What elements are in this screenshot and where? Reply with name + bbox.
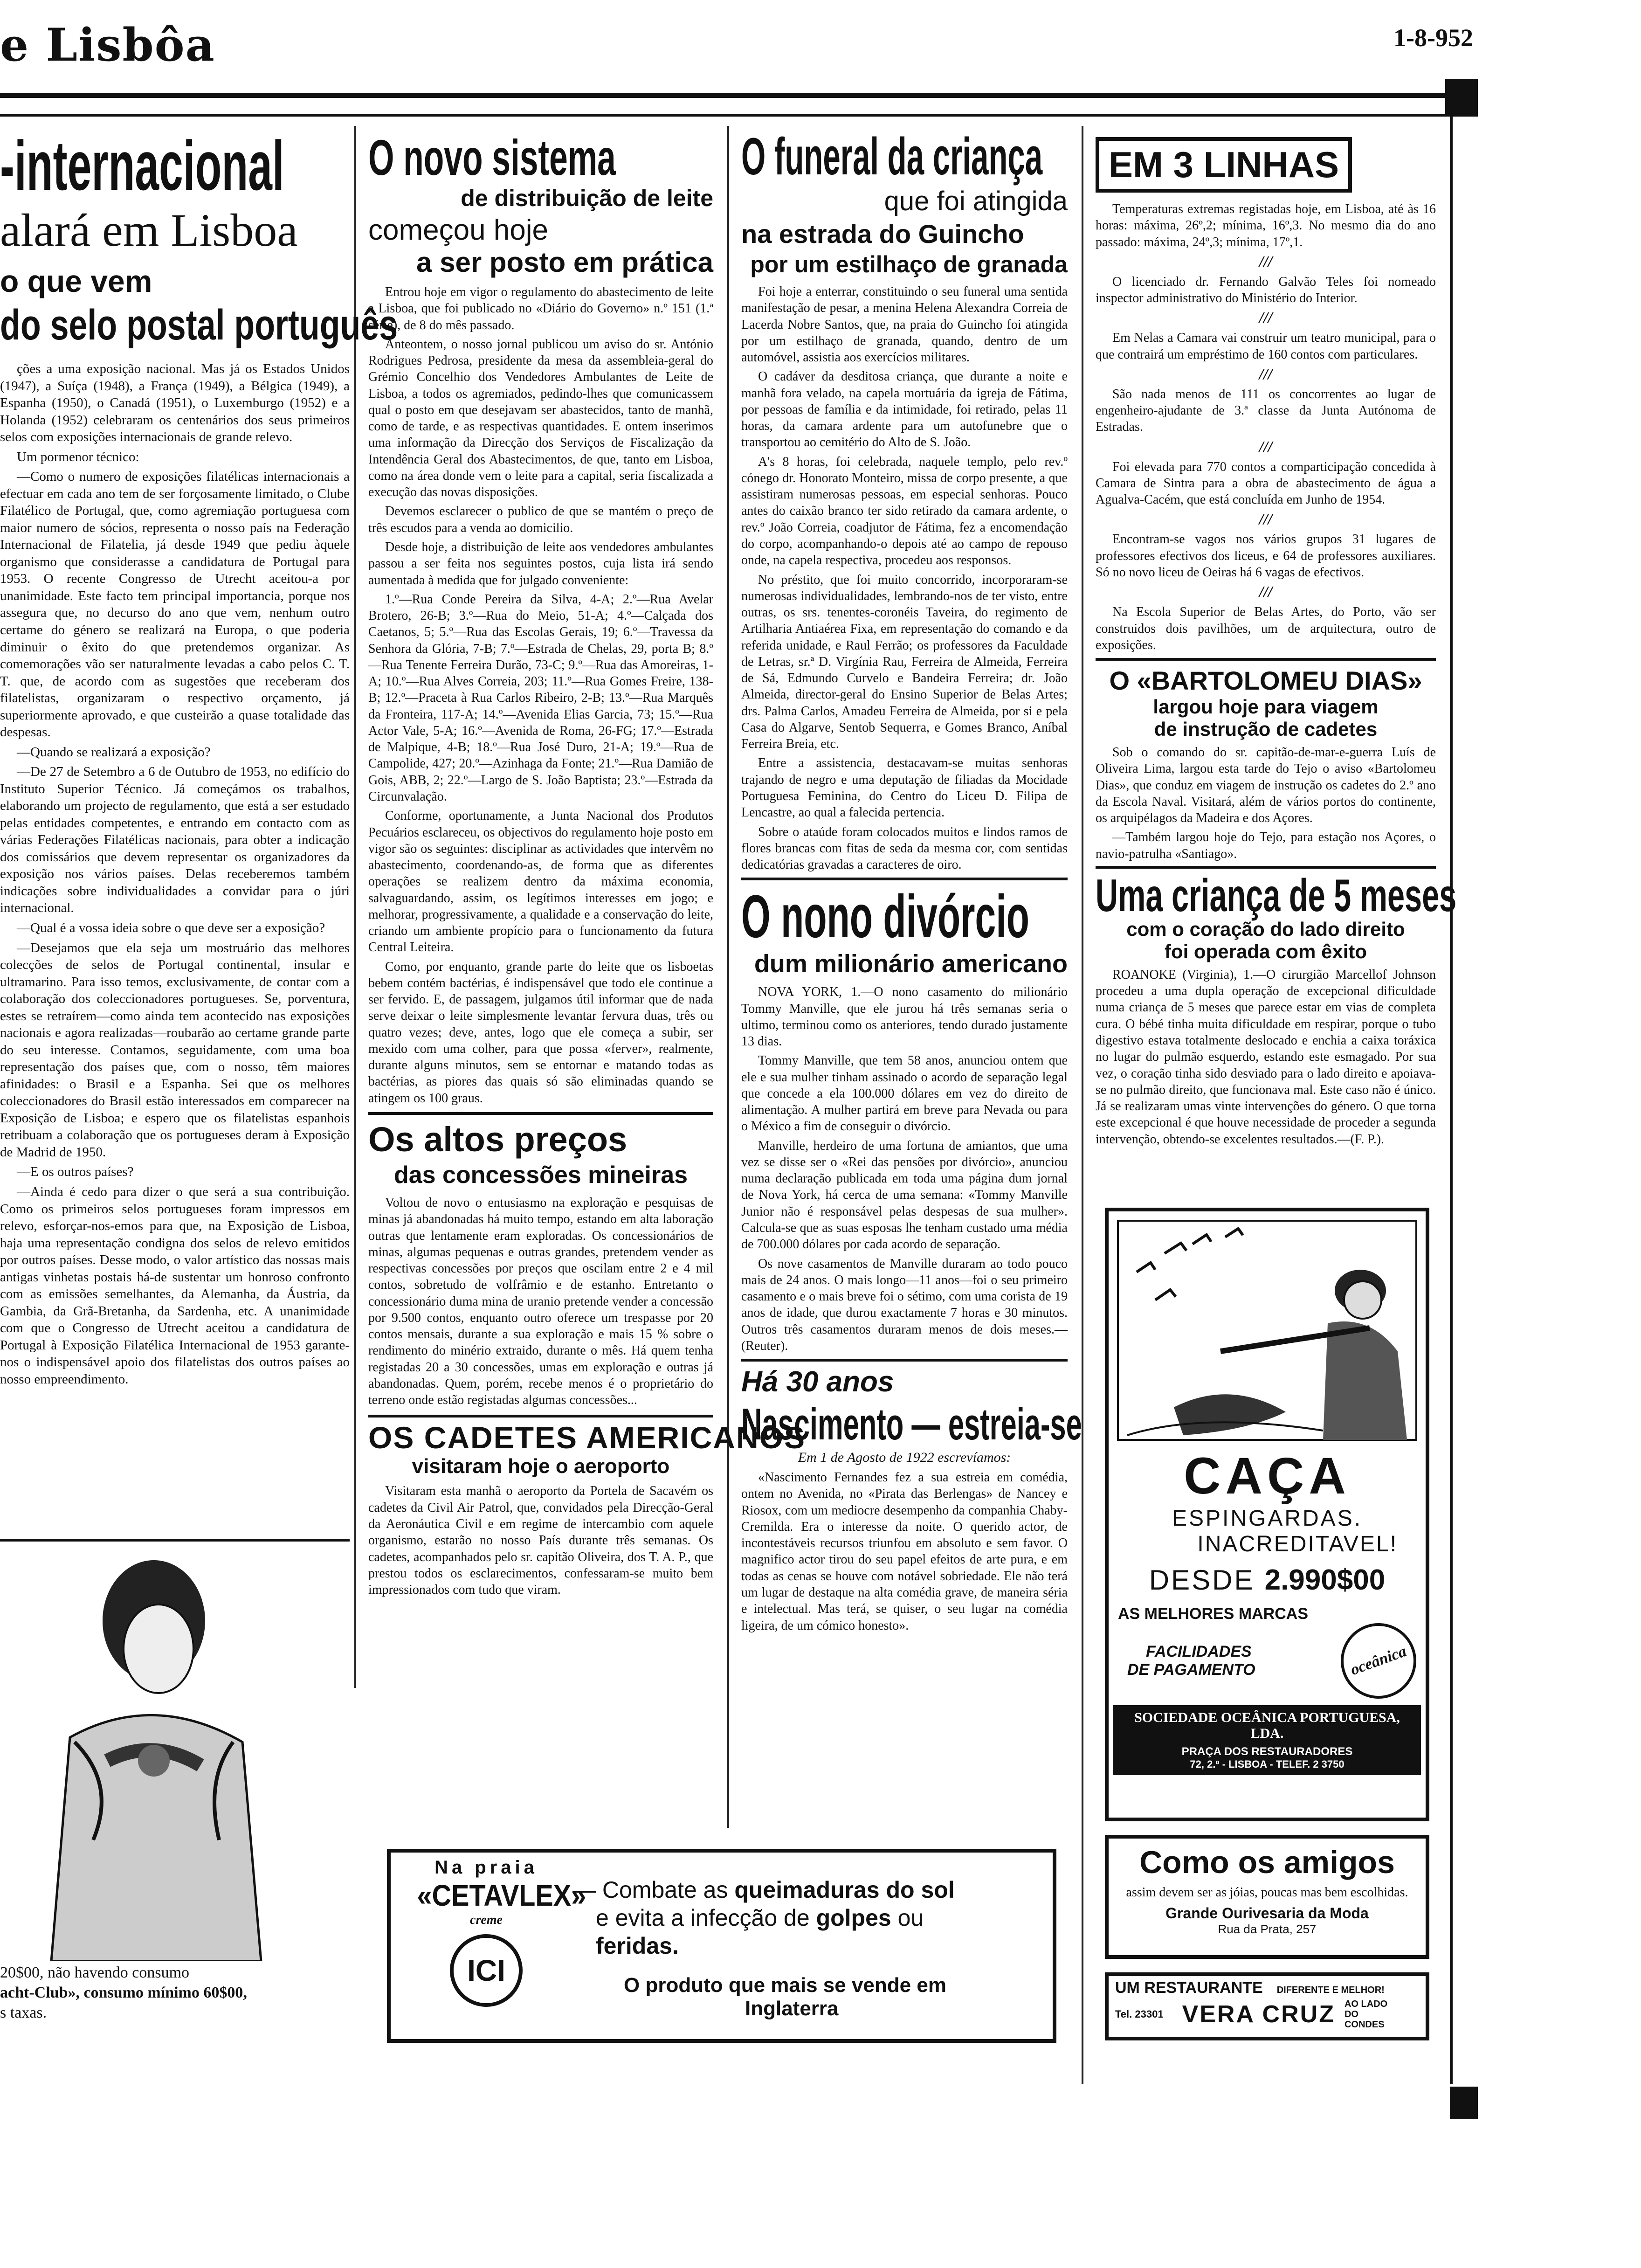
divider xyxy=(368,1112,713,1115)
subhead: de instrução de cadetes xyxy=(1154,718,1378,740)
ad-line: 20$00, não havendo consumo xyxy=(0,1964,190,1981)
ad-line: DIFERENTE E MELHOR! xyxy=(1276,1985,1385,1995)
paragraph: Visitaram esta manhã o aeroporto da Portela de Sacavém os cadetes da Civil Air Patrol, que, convidados pela Direcção-Geral da Aeronáutica Civil e em regime de intercambio com aquele organismo, estarão no nosso País durante três semanas. Os cadetes, acompanhados pelo sr. capitão Oliveira, dos T. A. P., que prestou todos os esclarecimentos, confessaram-se muito bem impressionados com tudo que viram. xyxy=(368,1484,713,1597)
woman-figure-image xyxy=(0,1542,350,1961)
ad-phone: Tel. 23301 xyxy=(1115,2008,1164,2020)
paragraph: O cadáver da desditosa criança, que durante a noite e manhã fora velado, na capela mortuária da igreja de Fátima, por pessoas de família e da intimidade, foi retirado, pelas 11 horas, da camara ardente para um autofunebre que o transportou ao cemitério do Alto de S. João. xyxy=(741,369,1068,450)
ad-line: Rua da Prata, 257 xyxy=(1218,1922,1317,1936)
ad-line: UM RESTAURANTE xyxy=(1115,1979,1263,1997)
article-body xyxy=(368,1483,713,1598)
paragraph: —Também largou hoje do Tejo, para estação nos Açores, o navio-patrulha «Santiago». xyxy=(1096,830,1436,861)
box-title: EM 3 LINHAS xyxy=(1109,144,1339,185)
ad-name: VERA CRUZ xyxy=(1182,2001,1335,2028)
paragraph: Foi hoje a enterrar, constituindo o seu funeral uma sentida manifestação de pesar, a menina Helena Alexandra Correia de Lacerda Nobre Santos, que, na praia do Guincho foi atingida por um estilhaço de granada, quando, dentro de um automóvel, assistia aos exercícios militares. xyxy=(741,284,1068,365)
divider xyxy=(741,1359,1068,1362)
paragraph: —Quando se realizará a exposição? xyxy=(17,744,211,760)
ad-line: Na praia xyxy=(434,1857,538,1878)
paragraph: 1.º—Rua Conde Pereira da Silva, 4-A; 2.º—Rua Avelar Brotero, 26-B; 3.º—Rua do Meio, 51-A; 4.º—Calçada dos Caetanos, 5; 5.º—Rua das Escolas Gerais, 19; 6.º—Travessa da Senhora da Glória, 7-B; 7.º—Estrada de Chelas, 29, porta B; 8.º—Rua Tenente Ferreira Durão, 73-C; 9.º—Rua das Amoreiras, 1-A; 10.º—Rua Alves Correia, 203; 11.º—Rua Gomes Freire, 138-B; 12.º—Praceta à Rua Carlos Ribeiro, 2-B; 13.º—Rua Marquês da Fronteira, 117-A; 14.º—Avenida Elias Garcia, 73; 15.º—Rua Actor Vale, 5-A; 16.º—Avenida de Roma, 26-FG; 17.º—Estrada de Malpique, 4-B; 18.º—Rua José Duro, 21-A; 19.º—Rua de Campolide, 427; 20.º—Azinhaga da Fonte; 21.º—Rua Damião de Gois, ABB, 2; 22.º—Largo de S. João Baptista; 23.º—Estrada da Circunvalação. xyxy=(368,592,713,804)
paragraph: —Como o numero de exposições filatélicas internacionais a efectuar em cada ano tem de ser forçosamente limitado, o Clube Filatélico de Portugal, que, como agremiação portuguesa com maior numero de sócios, representa o nosso país na Federação Internacional de Filatelia, já desde 1949 que pediu àquele organismo que considerasse a candidatura de Portugal para 1953. O recente Congresso de Utrecht aceitou-a por unanimidade. Este facto tem principal importancia, porque nos assegura que, no decurso do ano que vem, nenhum outro certame do género se realizará na Europa, o que poderia diminuir o êxito do que pretendemos organizar. As comemorações vão ser naturalmente levadas a cabo pelos C. T. T. que, de acordo com as sugestões que receberam dos filatelistas, organizaram o respectivo orçamento, já superiormente aprovado, e que custeirão a quase totalidade das despesas. xyxy=(0,469,350,740)
divider xyxy=(741,878,1068,880)
cetavlex-text xyxy=(572,1876,1043,2020)
paragraph: ROANOKE (Virginia), 1.—O cirurgião Marcellof Johnson procedeu a uma dupla operação de excepcional dificuldade numa criança de 5 meses que parece estar em vias de completa cura. O bébé tinha muita dificuldade em respirar, porque o tubo digestivo estava totalmente deslocado e enchia a caixa toráxica no lugar do pulmão esquerdo, estando este esmagado. Por sua vez, o coração tinha sido desviado para o lado direito e apoiava-se no pulmão direito, que funcionava mal. Este caso não é único. Já se realizaram umas vinte intervenções do género. O que torna este excepcional é que houve necessidade de proceder a segunda intervenção, obtendo-se excelentes resultados.—(F. P.). xyxy=(1096,967,1436,1147)
ad-price: 2.990$00 xyxy=(1264,1564,1386,1596)
briefs-list xyxy=(1096,201,1436,653)
ad-text: infecção de xyxy=(690,1905,810,1931)
ad-address: 72, 2.º - LISBOA - TELEF. 2 3750 xyxy=(1190,1758,1345,1770)
caca-ad xyxy=(1105,1208,1429,1821)
paragraph: Os nove casamentos de Manville duraram ao todo pouco mais de 24 anos. O mais longo—11 anos—foi o seu primeiro casamento e o mais breve foi o sétimo, com uma corista de 19 anos de idade, que durou exactamente 7 horas e 30 minutos. Outros três casamentos duraram menos de dois meses.—(Reuter). xyxy=(741,1256,1068,1353)
ad-row xyxy=(1109,1976,1426,1997)
top-rule xyxy=(0,93,1469,117)
headline: OS CADETES AMERICANOS xyxy=(368,1420,806,1455)
divider xyxy=(1096,658,1436,661)
ad-facilidades xyxy=(1118,1643,1255,1679)
ad-brand: «CETAVLEX» xyxy=(417,1879,586,1912)
paragraph: Voltou de novo o entusiasmo na exploração e pesquisas de minas já abandonadas há muito tempo, estando em alta laboração outras que lentamente eram exploradas. Os concessionários de minas, algumas pequenas e outras grandes, pretendem vender as respectivas concessões por preços que oscilam entre 2 e 4 mil contos, sobretudo de volfrâmio e de estanho. Entretanto o concessionário duma mina de uranio pretende vender a concessão por 9.500 contos, enquanto outro oferece um trespasse por 20 contos mensais, durante a sua exploração e mais 15 % sobre o rendimento do minério extraido, durante o mês. Há quem tenha registadas 20 a 30 concessões, umas em exploração e outras já abandonadas. Quem, porém, recebe menos é o proprietário do terreno onde estão registadas algumas concessões... xyxy=(368,1196,713,1408)
subhead: do selo postal português xyxy=(0,301,398,349)
ad-line xyxy=(572,1904,1043,1932)
paragraph: —Ainda é cedo para dizer o que será a sua contribuição. Como os primeiros selos portugueses foram impressos em relevo, esforçar-nos-emos para que, na Exposição de Lisboa, haja uma representação condigna dos selos de relevo emitidos por outros países. Desse modo, o valor artístico das nossas mais antigas vinhetas postais há-de sustentar um honroso confronto com as emissões semelhantes, da Alemanha, da Áustria, da Gambia, da Grã-Bretanha, da Sardenha, etc. A unanimidade com que o Congresso de Utrecht aceitou a candidatura de Portugal à Exposição Filatélica Internacional de 1953 garante-nos o indispensável apoio dos filatelistas dos outros países ao nosso empreendimento. xyxy=(0,1184,350,1387)
paragraph: Sob o comando do sr. capitão-de-mar-e-guerra Luís de Oliveira Lima, largou esta tarde do Tejo o aviso «Bartolomeu Dias», que conduz em viagem de instrução os cadetes do 2.º ano da Escola Naval. Visitará, além de vários portos do continente, os arquipélagos da Madeira e dos Açores. xyxy=(1096,745,1436,826)
paragraph: ções a uma exposição nacional. Mas já os Estados Unidos (1947), a Suíça (1948), a França (1949), a Bélgica (1949), a Espanha (1950), o Canadá (1951), o Luxemburgo (1952) e a Holanda (1952) celebraram os centenários dos seus primeiros selos com exposições internacionais de grande relevo. xyxy=(0,361,350,445)
subhead: na estrada do Guincho xyxy=(741,219,1024,249)
ad-line: Inglaterra xyxy=(745,1997,839,2020)
separator: /// xyxy=(1259,583,1273,601)
ad-line: FACILIDADES xyxy=(1146,1643,1252,1660)
subhead: visitaram hoje o aeroporto xyxy=(412,1455,670,1478)
ad-line: ESPINGARDAS. xyxy=(1172,1506,1363,1531)
masthead-title: e Lisbôa xyxy=(0,19,215,71)
paragraph: Como, por enquanto, grande parte do leite que os lisboetas bebem contém bactérias, é indispensável que todo ele continue a ser fervido. E, de passagem, julgamos útil informar que de nada serve deixar o leite simplesmente levantar fervura duas, três ou quatro vezes; deve, antes, logo que ele começa a subir, ser mexido com uma colher, para que possa «ferver», realmente, durante alguns minutos, sem se entornar e matando todas as bactérias, as piores das quais só são eliminadas quando se atingem os 100 graus. xyxy=(368,959,713,1106)
masthead-date: 1-8-952 xyxy=(1393,24,1473,52)
paragraph: Manville, herdeiro de uma fortuna de amiantos, que uma vez se disse ser o «Rei das pensões por divórcio», anunciou numa declaração publicada em toda uma página dum jornal de Nova York, há cerca de uma semana: «Tommy Manville Junior não é responsável pelas despesas de sua mulher». Calcula-se que as suas esposas lhe tenham custado uma média de 700.000 dólares por cada acordo de separação. xyxy=(741,1138,1068,1252)
brief: Foi elevada para 770 contos a comparticipação concedida à Camara de Sintra para a obra de abastecimento de água a Agualva-Cacém, que está concluída em Junho de 1954. xyxy=(1096,459,1436,507)
article-body xyxy=(741,284,1068,873)
subhead: dum milionário americano xyxy=(754,950,1068,978)
vera-cruz-ad xyxy=(1105,1972,1429,2040)
paragraph: —Qual é a vossa ideia sobre o que deve ser a exposição? xyxy=(17,920,325,935)
ad-line: feridas. xyxy=(596,1933,679,1959)
headline: -internacional xyxy=(0,126,284,205)
brief: Encontram-se vagos nos vários grupos 31 lugares de professores efectivos dos liceus, e 64 de professores auxiliares. Só no novo liceu de Oeiras há 6 vagas de efectivos. xyxy=(1096,532,1436,580)
separator: /// xyxy=(1259,511,1273,528)
article-body xyxy=(368,284,713,1106)
ad-row xyxy=(1109,1997,1426,2030)
brief: O licenciado dr. Fernando Galvão Teles foi nomeado inspector administrativo do Ministério do Interior. xyxy=(1096,274,1436,306)
subhead: largou hoje para viagem xyxy=(1153,696,1379,718)
paragraph: Tommy Manville, que tem 58 anos, anunciou ontem que ele e sua mulher tinham assinado o acordo de separação legal que concede a ela 100.000 dólares em vez do direito de alimentação. A mulher partirá em breve para Nevada ou para o México a fim de conseguir o divórcio. xyxy=(741,1053,1068,1134)
subhead: a ser posto em prática xyxy=(416,247,713,278)
separator: /// xyxy=(1259,438,1273,456)
ad-company: SOCIEDADE OCEÂNICA PORTUGUESA, LDA. xyxy=(1134,1710,1400,1741)
paragraph: Entre a assistencia, destacavam-se muitas senhoras trajando de negro e uma deputação de filiadas da Mocidade Portuguesa Feminina, do Centro do Liceu D. Filipa de Lencastre, ao qual a falecida pertencia. xyxy=(741,756,1068,820)
brief: São nada menos de 111 os concorrentes ao lugar de engenheiro-ajudante de 3.ª classe da Junta Autónoma de Estradas. xyxy=(1096,387,1436,435)
paragraph: —Desejamos que ela seja um mostruário das melhores colecções de selos de Portugal continental, insular e ultramarino. Para isso temos, exclusivamente, de contar com a colaboração dos coleccionadores portugueses. Se, porventura, estes se retraírem—como ainda tem acontecido nas exposições nacionais e agora realizadas—roubarão ao certame grande parte do seu interesse. Contamos, seguidamente, com uma boa representação dos países que, com o nosso, têm maiores afinidades: o Brasil e a Espanha. Sei que os melhores coleccionadores do Brasil estão interessados em comparecer na Exposição de Lisboa; e espero que os filatelistas espanhois retribuam a colaboração que os portugueses deram à Exposição de Madrid de 1950. xyxy=(0,940,350,1160)
corner-block xyxy=(1445,79,1478,117)
headline: O novo sistema xyxy=(368,129,616,186)
em-3-linhas-box xyxy=(1096,137,1352,193)
subhead: alará em Lisboa xyxy=(0,204,298,256)
column-rule xyxy=(354,126,356,1688)
ad-text: ou xyxy=(897,1905,924,1931)
headline: Os altos preços xyxy=(368,1120,627,1159)
ad-text: — Combate as xyxy=(572,1877,728,1903)
headline: O funeral da criança xyxy=(741,127,1043,186)
divider xyxy=(1096,866,1436,869)
paragraph: NOVA YORK, 1.—O nono casamento do milionário Tommy Manville, que ele jurou há três semanas seria o ultimo, terminou como os anteriores, tendo durado justamente 13 dias. xyxy=(741,985,1068,1049)
article-funeral xyxy=(741,126,1082,1637)
divider xyxy=(368,1415,713,1418)
ad-line: O produto que mais se vende em xyxy=(624,1974,946,1997)
subhead: de distribuição de leite xyxy=(461,185,713,211)
separator: /// xyxy=(1259,309,1273,327)
column-briefs xyxy=(1096,126,1457,1150)
cetavlex-ad xyxy=(387,1849,1056,2043)
paragraph: Anteontem, o nosso jornal publicou um aviso do sr. António Rodrigues Pedrosa, presidente da mesa da assembleia-geral do Grémio Concelhio dos Vendedores Ambulantes de Leite de Lisboa, a todos os agremiados, pedindo-lhes que comunicassem qual o posto em que desejavam ser abastecidos, tanto de manhã, como de tarde, e as respectivas quantidades. E ontem inserimos uma informação da Direcção dos Serviços de Fiscalização da Intendência Geral dos Abastecimentos, de que, tanto em Lisboa, como na área donde vem o leite para a capital, seria fiscalizada a execução das novas disposições. xyxy=(368,337,713,500)
paragraph: Conforme, oportunamente, a Junta Nacional dos Produtos Pecuários esclareceu, os objectivos do regulamento hoje posto em vigor são os seguintes: disciplinar as actividades que intervêm no abastecimento, coordenando-as, de forma que as diferentes operações se realizem dentro da máxima economia, salvaguardando, assim, os legítimos interesses em jogo; e melhorar, progressivamente, a qualidade e a conservação do leite, criando um ambiente propício para o funcionamento da futura Central Leiteira. xyxy=(368,809,713,955)
ad-address: PRAÇA DOS RESTAURADORES xyxy=(1181,1745,1353,1758)
ad-line: creme xyxy=(470,1913,503,1927)
article-body xyxy=(1096,744,1436,862)
column-rule xyxy=(727,126,729,1828)
column-rule xyxy=(1082,126,1083,2084)
subhead: o que vem xyxy=(0,264,152,298)
subhead: com o coração do lado direito xyxy=(1126,918,1405,940)
separator: /// xyxy=(1259,365,1273,383)
ad-price-line xyxy=(1109,1563,1426,1597)
dateline: Em 1 de Agosto de 1922 escrevíamos: xyxy=(798,1450,1011,1466)
right-edge-rule xyxy=(1450,117,1453,2084)
paragraph: —De 27 de Setembro a 6 de Outubro de 1953, no edifício do Instituto Superior Técnico. Já começámos os trabalhos, elaborando um projecto de regulamento, que está a ser estudado pelas entidades competentes, e entrando em contacto com as várias Federações Filatélicas nacionais, para obter a indicação dos comissários que devem representar os organizadores da exposição nos vários países. Delas receberemos também indicações sobre individualidades a convidar para o júri internacional. xyxy=(0,764,350,916)
woman-illustration xyxy=(0,1539,350,1961)
ici-logo xyxy=(450,1934,523,2007)
subhead: começou hoje xyxy=(368,214,549,246)
ad-line: AS MELHORES MARCAS xyxy=(1118,1605,1309,1623)
separator: /// xyxy=(1259,253,1273,270)
article-body xyxy=(741,1469,1068,1634)
headline: O nono divórcio xyxy=(741,882,1029,951)
headline: O «BARTOLOMEU DIAS» xyxy=(1109,666,1422,696)
article-body xyxy=(741,984,1068,1354)
oceanica-logo xyxy=(1330,1612,1427,1709)
ad-line: s taxas. xyxy=(0,2004,47,2021)
corner-block-bottom xyxy=(1450,2087,1478,2119)
ad-line: acht-Club», consumo mínimo 60$00, xyxy=(0,1984,247,2001)
ad-text: e evita a xyxy=(596,1905,684,1931)
article-body xyxy=(0,360,350,1388)
subhead: por um estilhaço de granada xyxy=(750,251,1068,277)
paragraph: —E os outros países? xyxy=(17,1164,134,1180)
subhead: foi operada com êxito xyxy=(1164,940,1367,962)
ad-line: DE PAGAMENTO xyxy=(1127,1661,1255,1679)
paragraph: Sobre o ataúde foram colocados muitos e lindos ramos de flores brancas com fitas de seda da mesma cor, com sentidas dedicatórias gravadas a caracteres de oiro. xyxy=(741,824,1068,872)
article-body xyxy=(1096,967,1436,1148)
ad-line: DESDE xyxy=(1149,1564,1255,1596)
brief: Na Escola Superior de Belas Artes, do Porto, vão ser construidos dois pavilhões, um de arquitectura, outro de exposições. xyxy=(1096,605,1436,652)
paragraph: Desde hoje, a distribuição de leite aos vendedores ambulantes passou a ser feita nos seguintes postos, cuja lista irá sendo aumentada à medida que for julgado conveniente: xyxy=(368,539,713,588)
ad-line xyxy=(572,1876,1043,1904)
paragraph: «Nascimento Fernandes fez a sua estreia em comédia, ontem no Avenida, no «Pirata das Berlengas» de Nancey e Riosox, com um mediocre desempenho da companhia Chaby-Cremilda. Era o interesse da noite. O querido actor, de incontestáveis recursos triunfou em absoluto e sem favor. O magnifico actor tirou do seu papel efeitos de arte pura, e em todas as cenas se houve com notável sobriedade. Ele não terá um lugar de destaque na alta comédia grave, de maneira séria e intelectual. Mas terá, se quiser, o seu lugar na comédia ligeira, de um cómico honesto». xyxy=(741,1470,1068,1633)
ad-line: AO LADO DO CONDES xyxy=(1344,1999,1388,2030)
amigos-ad xyxy=(1105,1835,1429,1959)
article-leite xyxy=(368,126,806,1601)
ad-text: queimaduras do sol xyxy=(734,1877,955,1903)
ad-line: assim devem ser as jóias, poucas mas bem escolhidas. xyxy=(1126,1885,1408,1900)
paragraph: A's 8 horas, foi celebrada, naquele templo, pelo rev.º cónego dr. Honorato Monteiro, missa de corpo presente, a que assistiram numerosas pessoas, em especial senhoras. Pouco antes do caixão branco ter sido retirado da camara ardente, o rev.º João Correia, coadjutor de Fátima, fez a encomendação do corpo, acompanhando-o depois até ao campo de repouso onde, na capela respectiva, procedeu aos responsos. xyxy=(741,454,1068,568)
ad-text xyxy=(0,1963,350,2023)
paragraph: Devemos esclarecer o publico de que se mantém o preço de três escudos para a venda ao domicilio. xyxy=(368,504,713,535)
cetavlex-brand-block xyxy=(409,1857,586,2007)
headline: Uma criança de 5 meses xyxy=(1096,869,1457,921)
paragraph: Um pormenor técnico: xyxy=(17,449,139,464)
ad-company-band xyxy=(1113,1705,1421,1775)
ad-row xyxy=(1109,1623,1426,1699)
brief: Temperaturas extremas registadas hoje, em Lisboa, até às 16 horas: máxima, 26º,2; mínima, 16º,3. No mesmo dia do ano passado: máxima, 24º,3; mínima, 17º,1. xyxy=(1096,202,1436,249)
paragraph: No préstito, que foi muito concorrido, incorporaram-se numerosas individualidades, lembrando-nos de ter visto, entre outras, os srs. tenentes-coronéis Taveira, do regimento de Artilharia Antiaérea Fixa, em representação do comando e da referida unidade, e Raul Ferrão; os professores da Faculdade de Letras, sr.ª D. Virgínia Rau, Ferreira de Almeida, Ferreira de Sá, Edmundo Curvelo e Bandeira Ferreira; dr. João Almeida, director-geral do Ensino Superior de Belas Artes; drs. Palma Carlos, Amadeu Ferreira de Almeida, por si e pela Casa do Algarve, Sentob Sequerra, e Gomes Branco, Aníbal Ferreira Breia, etc. xyxy=(741,572,1068,752)
ad-line: Grande Ourivesaria da Moda xyxy=(1165,1905,1369,1922)
logo-text: ICI xyxy=(467,1954,505,1987)
headline: Há 30 anos xyxy=(741,1366,894,1398)
logo-text: oceânica xyxy=(1348,1642,1409,1679)
ad-title: CAÇA xyxy=(1184,1447,1351,1505)
subhead: das concessões mineiras xyxy=(393,1162,688,1189)
ad-title: Como os amigos xyxy=(1139,1845,1395,1880)
article-filatelia xyxy=(0,126,398,1390)
subhead: que foi atingida xyxy=(884,186,1068,216)
article-body xyxy=(368,1195,713,1408)
brief: Em Nelas a Camara vai construir um teatro municipal, para o que contrairá um empréstimo de 160 contos com particulares. xyxy=(1096,331,1436,362)
paragraph: Entrou hoje em vigor o regulamento do abastecimento de leite a Lisboa, que foi publicado no «Diário do Governo» n.º 151 (1.ª série), de 8 do mês passado. xyxy=(368,285,713,332)
ad-text: golpes xyxy=(816,1905,891,1931)
hunter-illustration xyxy=(1109,1211,1426,1445)
ad-line: INACREDITAVEL! xyxy=(1197,1532,1398,1556)
headline: Nascimento — estreia-se xyxy=(741,1399,1082,1450)
